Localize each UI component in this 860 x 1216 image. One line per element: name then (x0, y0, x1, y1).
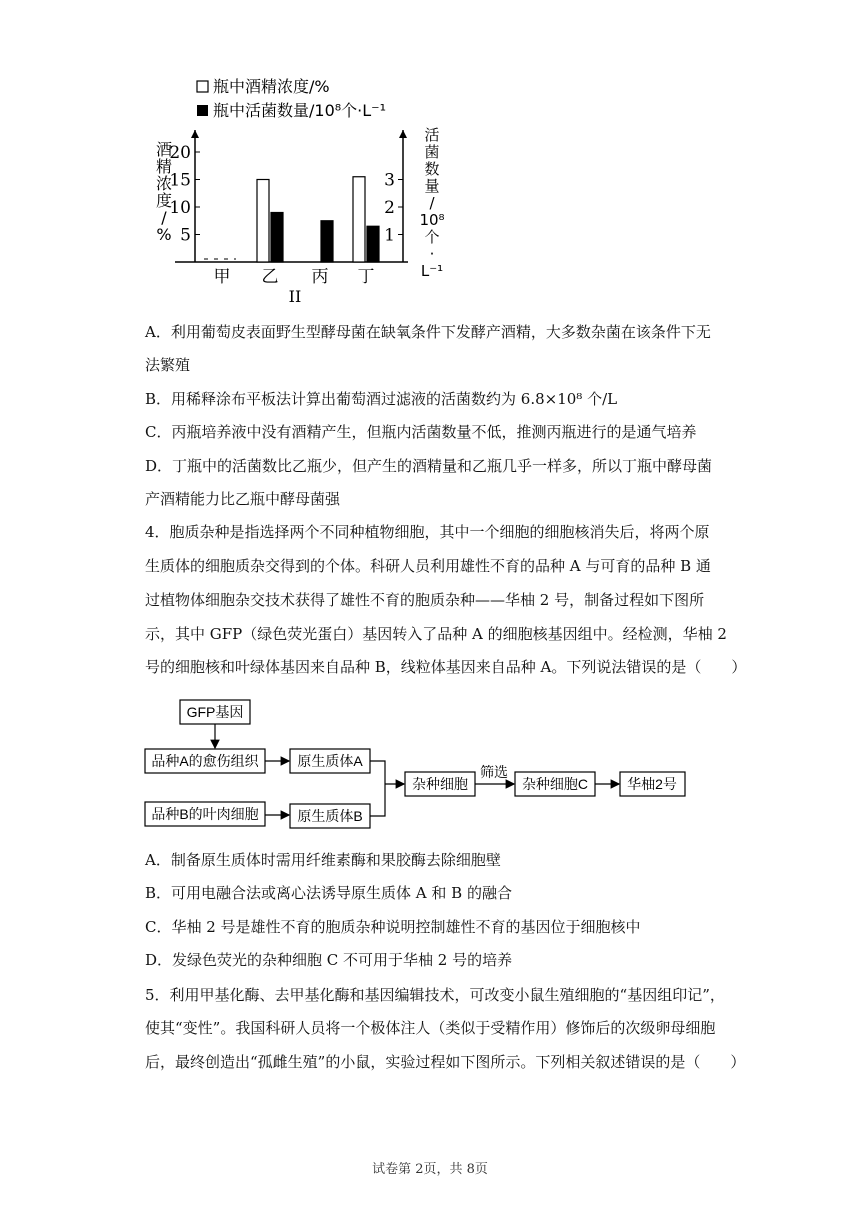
q4-stem-line: 号的细胞核和叶绿体基因来自品种 B，线粒体基因来自品种 A。下列说法错误的是（ ） (145, 658, 747, 676)
left-axis-label-char: 浓 (155, 174, 173, 193)
bracket-fusion (370, 761, 385, 816)
label-screen: 筛选 (480, 764, 508, 780)
right-axis-label-char: 10⁸ (419, 211, 445, 229)
category-label: 乙 (261, 267, 279, 287)
right-axis-tick-label: 3 (384, 170, 395, 191)
flow-diagram (140, 695, 710, 835)
q4-stem-line: 4．胞质杂种是指选择两个不同种植物细胞，其中一个细胞的细胞核消失后，将两个原 (145, 523, 710, 541)
page-footer: 试卷第 2页，共 8页 (372, 1162, 488, 1177)
bar-alcohol (353, 177, 365, 262)
right-axis-label-char: 数 (424, 160, 440, 178)
right-axis-label-char: 菌 (424, 143, 440, 161)
left-axis-label-char: 酒 (155, 140, 173, 159)
right-axis-tick-label: 2 (384, 198, 395, 218)
q4-option-d: D．发绿色荧光的杂种细胞 C 不可用于华柚 2 号的培养 (145, 951, 513, 969)
bar-live-cells (271, 213, 283, 263)
x-group-label: II (288, 287, 302, 306)
right-axis-arrow (399, 130, 407, 138)
q5-stem-line: 后，最终创造出“孤雌生殖”的小鼠，实验过程如下图所示。下列相关叙述错误的是（ ） (145, 1053, 746, 1071)
left-axis-tick-label: 15 (169, 170, 191, 191)
category-label: 丙 (311, 267, 329, 287)
label-proto-a: 原生质体A (297, 753, 363, 769)
label-hybrid-c: 杂种细胞C (521, 776, 589, 792)
left-axis-tick-label: 5 (180, 225, 191, 246)
legend-swatch-cells (197, 105, 208, 116)
left-axis-label-char: 度 (155, 191, 173, 210)
chart-legend (197, 77, 386, 120)
q4-stem-line: 生质体的细胞质杂交得到的个体。科研人员利用雄性不育的品种 A 与可育的品种 B 通 (145, 557, 711, 575)
q4-option-a: A．制备原生质体时需用纤维素酶和果胶酶去除细胞壁 (145, 851, 501, 869)
right-axis-label-char: · (429, 245, 435, 263)
label-callus-a: 品种A的愈伤组织 (151, 753, 259, 769)
label-proto-b: 原生质体B (297, 808, 363, 824)
q3-option-b: B．用稀释涂布平板法计算出葡萄酒过滤液的活菌数约为 6.8×10⁸ 个/L (145, 390, 618, 408)
category-label: 丁 (357, 267, 375, 287)
right-axis-label-char: L⁻¹ (420, 262, 444, 280)
right-axis-label-char: / (429, 194, 435, 212)
label-gfp: GFP基因 (186, 704, 244, 720)
left-axis-label-char: / (161, 208, 167, 227)
left-axis-tick-label: 20 (169, 143, 191, 163)
label-huayou: 华柚2号 (627, 776, 677, 792)
q3-option-a-cont: 法繁殖 (145, 356, 191, 374)
legend-label-alcohol: 瓶中酒精浓度/% (213, 77, 330, 96)
q3-option-d-cont: 产酒精能力比乙瓶中酵母菌强 (145, 490, 341, 508)
q3-option-d: D．丁瓶中的活菌数比乙瓶少，但产生的酒精量和乙瓶几乎一样多，所以丁瓶中酵母菌 (145, 457, 713, 475)
right-axis-label-char: 个 (424, 228, 440, 246)
q4-option-b: B．可用电融合法或离心法诱导原生质体 A 和 B 的融合 (145, 884, 512, 902)
right-axis-label-char: 活 (424, 126, 440, 144)
legend-swatch-alcohol (197, 81, 208, 92)
left-axis-arrow (191, 130, 199, 138)
label-hybrid: 杂种细胞 (412, 776, 468, 792)
bar-alcohol (257, 180, 269, 263)
legend-label-cells: 瓶中活菌数量/10⁸个·L⁻¹ (213, 101, 387, 120)
q4-option-c: C．华柚 2 号是雄性不育的胞质杂种说明控制雄性不育的基因位于细胞核中 (145, 918, 641, 936)
right-axis-label-char: 量 (424, 177, 440, 195)
q5-stem-line: 5．利用甲基化酶、去甲基化酶和基因编辑技术，可改变小鼠生殖细胞的“基因组印记”， (145, 986, 725, 1004)
bar-live-cells (367, 226, 379, 262)
bar-chart (140, 70, 450, 315)
q4-stem-line: 示，其中 GFP（绿色荧光蛋白）基因转入了品种 A 的细胞核基因组中。经检测，华柚 2 (145, 625, 727, 643)
q3-option-c: C．丙瓶培养液中没有酒精产生，但瓶内活菌数量不低，推测丙瓶进行的是通气培养 (145, 423, 697, 441)
q5-stem-line: 使其“变性”。我国科研人员将一个极体注人（类似于受精作用）修饰后的次级卵母细胞 (145, 1019, 716, 1037)
left-axis-label-char: % (156, 225, 172, 244)
right-axis-tick-label: 1 (384, 225, 395, 246)
q4-stem-line: 过植物体细胞杂交技术获得了雄性不育的胞质杂种——华柚 2 号，制备过程如下图所 (145, 591, 705, 609)
label-mesophyll-b: 品种B的叶肉细胞 (151, 806, 259, 822)
chart-bars (257, 177, 379, 262)
q3-option-a: A．利用葡萄皮表面野生型酵母菌在缺氧条件下发酵产酒精，大多数杂菌在该条件下无 (145, 323, 711, 341)
left-axis-tick-label: 10 (169, 198, 191, 218)
bar-live-cells (321, 221, 333, 262)
category-label: 甲 (213, 267, 231, 287)
left-axis-label-char: 精 (155, 157, 173, 176)
chart-labels (156, 126, 445, 306)
